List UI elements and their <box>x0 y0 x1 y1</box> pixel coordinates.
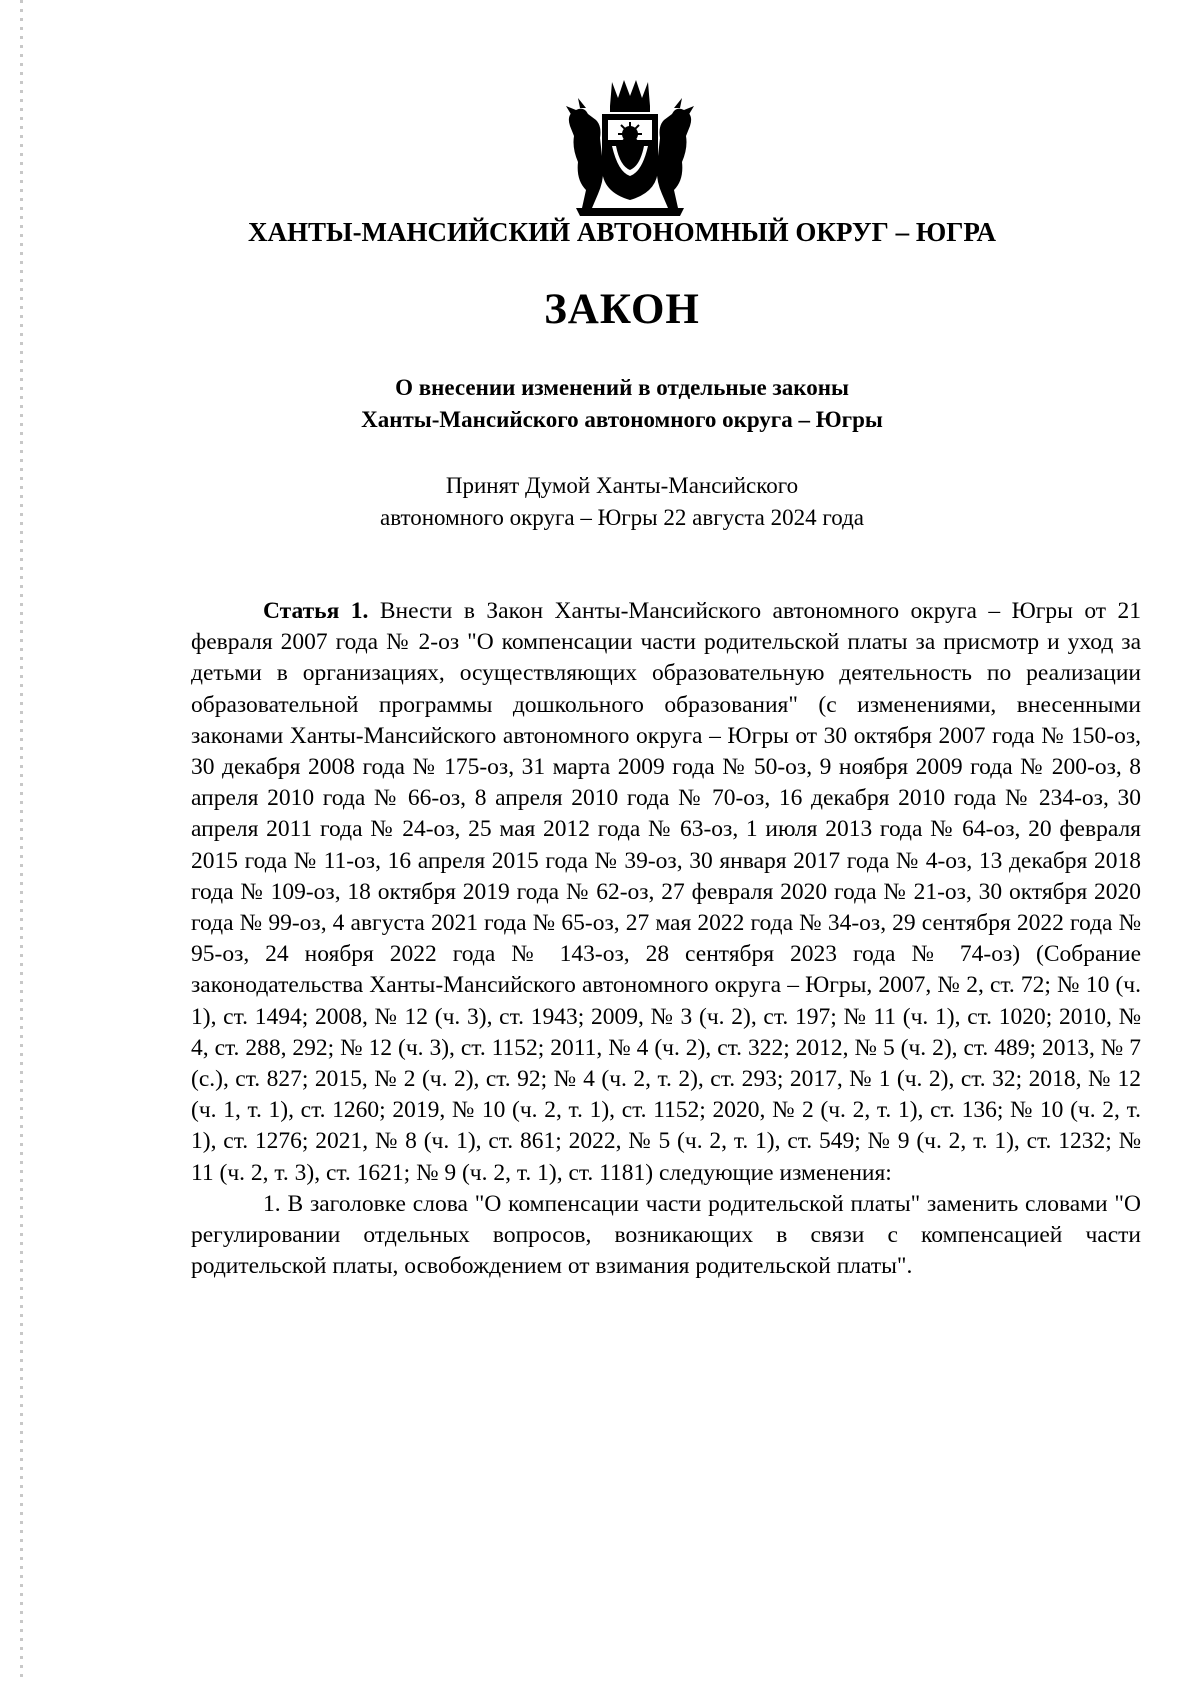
scan-edge-artifact <box>20 0 23 1681</box>
article-1-paragraph <box>191 596 1141 1189</box>
law-body <box>191 596 1141 1282</box>
coat-of-arms-emblem-icon <box>562 76 698 218</box>
article-1-text: Внести в Закон Ханты-Мансийского автономного округа – Югры от 21 февраля 2007 года № 2-оз "О компенсации части родительской платы за присмотр и уход за детьми в организациях, осуществляющих образовательную деятельность по реализации образовательной программы дошкольного образования" (с изменениями, внесенными законами Ханты-Мансийского автономного округа – Югры от 30 октября 2007 года № 150-оз, 30 декабря 2008 года № 175-оз, 31 марта 2009 года № 50-оз, 9 ноября 2009 года № 200-оз, 8 апреля 2010 года № 66-оз, 8 апреля 2010 года № 70-оз, 16 декабря 2010 года № 234-оз, 30 апреля 2011 года № 24-оз, 25 мая 2012 года № 63-оз, 1 июля 2013 года № 64-оз, 20 февраля 2015 года № 11-оз, 16 апреля 2015 года № 39-оз, 30 января 2017 года № 4-оз, 13 декабря 2018 года № 109-оз, 18 октября 2019 года № 62-оз, 27 февраля 2020 года № 21-оз, 30 октября 2020 года № 99-оз, 4 августа 2021 года № 65-оз, 27 мая 2022 года № 34-оз, 29 сентября 2022 года № 95-оз, 24 ноября 2022 года № 143-оз, 28 сентября 2023 года № 74-оз) (Собрание законодательства Ханты-Мансийского автономного округа – Югры, 2007, № 2, ст. 72; № 10 (ч. 1), ст. 1494; 2008, № 12 (ч. 3), ст. 1943; 2009, № 3 (ч. 2), ст. 197; № 11 (ч. 1), ст. 1020; 2010, № 4, ст. 288, 292; № 12 (ч. 3), ст. 1152; 2011, № 4 (ч. 2), ст. 322; 2012, № 5 (ч. 2), ст. 489; 2013, № 7 (с.), ст. 827; 2015, № 2 (ч. 2), ст. 92; № 4 (ч. 2, т. 2), ст. 293; 2017, № 1 (ч. 2), ст. 32; 2018, № 12 (ч. 1, т. 1), ст. 1260; 2019, № 10 (ч. 2, т. 1), ст. 1152; 2020, № 2 (ч. 2, т. 1), ст. 136; № 10 (ч. 2, т. 1), ст. 1276; 2021, № 8 (ч. 1), ст. 861; 2022, № 5 (ч. 2, т. 1), ст. 549; № 9 (ч. 2, т. 1), ст. 1232; № 11 (ч. 2, т. 3), ст. 1621; № 9 (ч. 2, т. 1), ст. 1181) следующие изменения: <box>191 598 1142 1186</box>
law-title <box>0 372 1200 436</box>
law-title-line-1: О внесении изменений в отдельные законы <box>395 375 849 400</box>
adoption-note <box>0 470 1200 534</box>
document-type: ЗАКОН <box>544 286 700 333</box>
adoption-line-2: автономного округа – Югры 22 августа 2024 года <box>380 505 864 530</box>
adoption-line-1: Принят Думой Ханты-Мансийского <box>445 473 799 498</box>
article-1-label: Статья 1. <box>263 598 369 624</box>
region-name: ХАНТЫ-МАНСИЙСКИЙ АВТОНОМНЫЙ ОКРУГ – ЮГРА <box>248 217 996 247</box>
law-title-line-2: Ханты-Мансийского автономного округа – Югры <box>361 407 883 432</box>
article-1-item-1: 1. В заголовке слова "О компенсации части родительской платы" заменить словами "О регулировании отдельных вопросов, возникающих в связи с компенсацией части родительской платы, освобождением от взимания родительской платы". <box>191 1190 1141 1280</box>
